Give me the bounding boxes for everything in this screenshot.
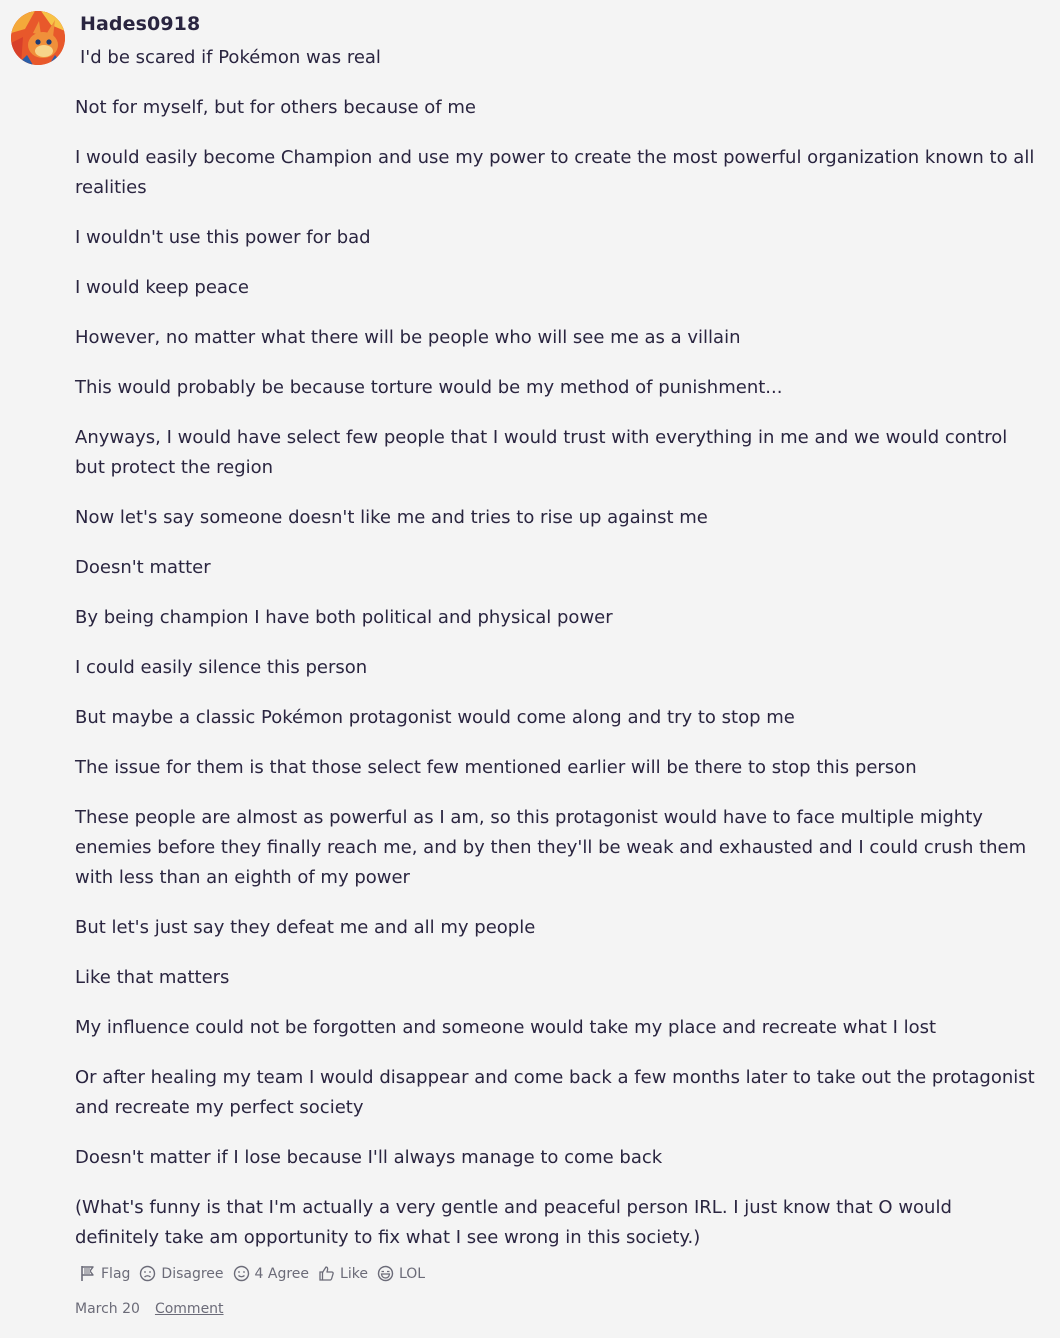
like-button[interactable] <box>318 1265 368 1282</box>
comment-body <box>75 93 1035 1273</box>
comment-paragraph: (What's funny is that I'm actually a very gentle and peaceful person IRL. I just know that O would definitely take am opportunity to fix what I see wrong in this society.) <box>75 1197 952 1248</box>
charizard-avatar-icon[interactable] <box>11 11 65 65</box>
flag-label: Flag <box>101 1265 131 1282</box>
like-label: Like <box>340 1265 368 1282</box>
comment-paragraph: Doesn't matter <box>75 557 211 578</box>
comment-paragraph: Doesn't matter if I lose because I'll always manage to come back <box>75 1147 663 1168</box>
comment-meta <box>75 1301 224 1317</box>
comment-paragraph: But let's just say they defeat me and all my people <box>75 917 536 938</box>
comment-paragraph: By being champion I have both political and physical power <box>75 607 613 628</box>
agree-button[interactable] <box>233 1265 310 1282</box>
comment-paragraph: I could easily silence this person <box>75 657 368 678</box>
comment-paragraph: Or after healing my team I would disappear and come back a few months later to take out the protagonist and recreate my perfect society <box>75 1067 1035 1118</box>
reaction-bar <box>79 1265 434 1282</box>
comment-paragraph: I wouldn't use this power for bad <box>75 227 371 248</box>
comment-reply-link[interactable]: Comment <box>154 1301 224 1317</box>
frown-face-icon <box>139 1265 156 1282</box>
lol-label: LOL <box>398 1265 426 1282</box>
comment-paragraph: My influence could not be forgotten and someone would take my place and recreate what I lost <box>75 1017 937 1038</box>
lol-button[interactable] <box>377 1265 425 1282</box>
disagree-button[interactable] <box>139 1265 223 1282</box>
username[interactable]: Hades0918 <box>80 13 201 35</box>
comment-paragraph: Anyways, I would have select few people that I would trust with everything in me and we would control but protect the region <box>75 427 1008 478</box>
comment-paragraph: I would easily become Champion and use my power to create the most powerful organization known to all realities <box>75 147 1035 198</box>
comment-paragraph: However, no matter what there will be people who will see me as a villain <box>75 327 741 348</box>
comment-paragraph: This would probably be because torture would be my method of punishment... <box>75 377 783 398</box>
comment-paragraph: These people are almost as powerful as I am, so this protagonist would have to face multiple mighty enemies before they finally reach me, and by then they'll be weak and exhausted and I could crush them with less than an eighth of my power <box>75 807 1027 888</box>
comment-paragraph: I would keep peace <box>75 277 249 298</box>
comment-first-line: I'd be scared if Pokémon was real <box>80 47 381 68</box>
comment-paragraph: Not for myself, but for others because of me <box>75 97 476 118</box>
smile-face-icon <box>233 1265 250 1282</box>
laughing-face-icon <box>377 1265 394 1282</box>
flag-icon <box>79 1265 96 1282</box>
comment-paragraph: But maybe a classic Pokémon protagonist would come along and try to stop me <box>75 707 795 728</box>
agree-count-label: 4 Agree <box>254 1265 310 1282</box>
comment-date: March 20 <box>75 1301 140 1317</box>
comment-paragraph: Like that matters <box>75 967 230 988</box>
thumbs-up-icon <box>318 1265 335 1282</box>
comment-paragraph: Now let's say someone doesn't like me and tries to rise up against me <box>75 507 708 528</box>
flag-button[interactable] <box>79 1265 130 1282</box>
disagree-label: Disagree <box>161 1265 224 1282</box>
comment-paragraph: The issue for them is that those select few mentioned earlier will be there to stop this person <box>75 757 917 778</box>
